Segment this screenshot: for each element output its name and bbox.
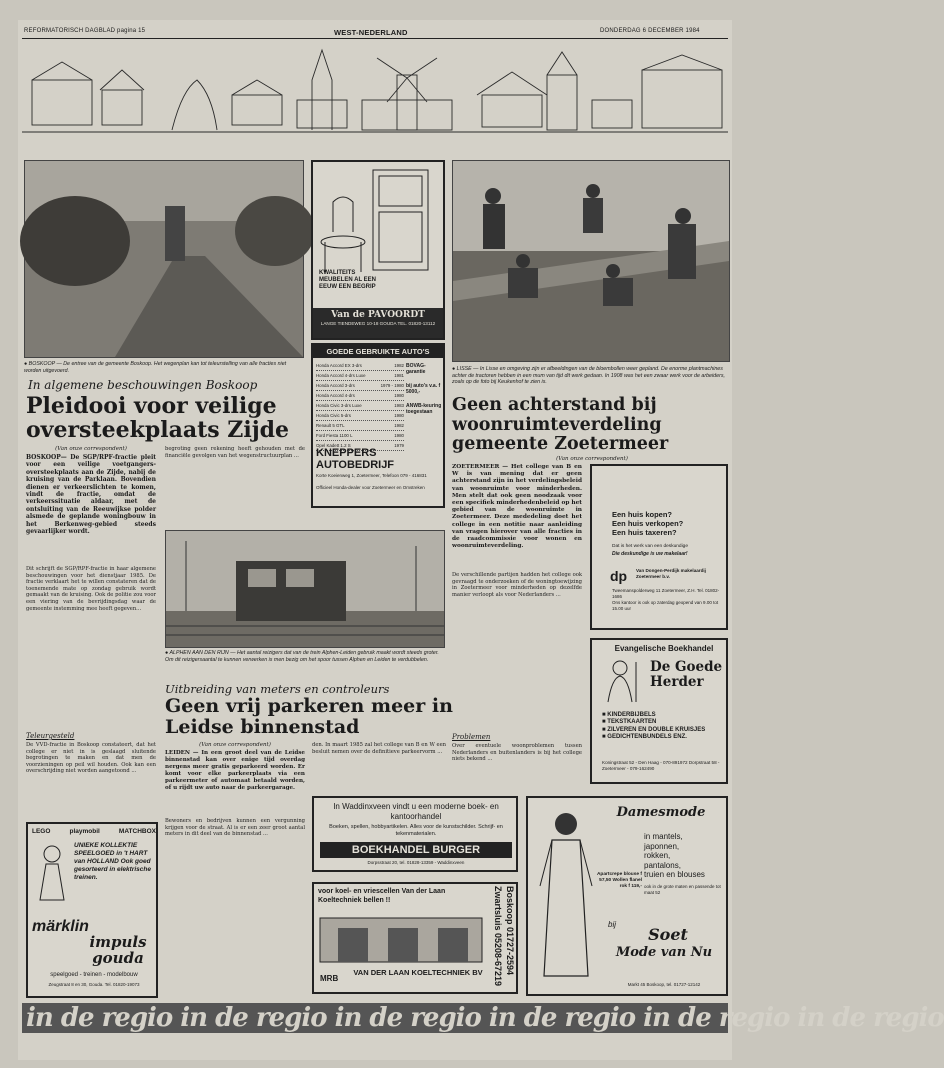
car-year: 1980 xyxy=(394,433,404,438)
burger-name: BOEKHANDEL BURGER xyxy=(320,842,512,858)
car-year: 1979 xyxy=(394,443,404,448)
car-row xyxy=(316,371,404,381)
article1-intertitle: Teleurgesteld xyxy=(26,732,75,740)
article1-body1: Dit schrijft de SGP/RPF-fractie in haar algemene beschouwingen voor het dienstjaar 1985. De fractie verklaart het te willen constateren dat de toenemende mate op zondag gebruik wordt gemaakt van de kruising. Ook de politie zou voor een viering van de bevrijdingsdag waar de gemeente instemming mee heeft gegeven... xyxy=(26,566,156,612)
pavoordt-slogan: KWALITEITS MEUBELEN AL EEN EEUW EEN BEGRIP xyxy=(319,270,377,290)
autos-note: Officieel Honda-dealer voor Zoetermeer en Omstreken xyxy=(316,485,425,490)
dp-tagline: Dat is het werk van een deskundige xyxy=(612,544,688,549)
dp-question: Een huis verkopen? xyxy=(612,519,684,528)
dp-note: Ons kantoor is ook op zaterdag geopend van 9.00 tot 15.00 uur xyxy=(612,600,719,611)
toy-brands xyxy=(32,828,156,835)
impuls-logo: impuls gouda xyxy=(89,933,147,967)
autos-side xyxy=(406,363,442,423)
car-year: 1980 xyxy=(394,393,404,398)
toys-address: Zeugstraat 8 en 30, Gouda. Tel. 01820-19073 xyxy=(48,982,140,987)
burger-text: In Waddinxveen vindt u een moderne boek- en kantoorhandel xyxy=(333,802,499,821)
car-row xyxy=(316,361,404,371)
article2-headline: Geen achterstand bij woonruimteverdeling gemeente Zoetermeer xyxy=(452,395,669,454)
koelcel-illustration xyxy=(318,910,484,964)
photo-alphen-train xyxy=(165,530,445,648)
car-model: Honda Civic 3-drs Luxe xyxy=(316,403,362,408)
mode-van-nu-logo: Mode van Nu xyxy=(615,945,713,960)
toy-brand-logo: MATCHBOX xyxy=(118,828,156,835)
car-year: 1981 xyxy=(394,373,404,378)
pavoordt-name-panel xyxy=(313,308,443,338)
article1-body2: begroting geen rekening heeft gehouden met de financiële gevolgen van het wegenstructuurplan ... xyxy=(165,446,305,459)
header-date: DONDERDAG 6 DECEMBER 1984 xyxy=(600,28,700,34)
article1-lead: BOSKOOP— De SGP/RPF-fractie pleit voor een veilige voetgangers-oversteekplaats aan de Zijde, nabij de kruising van de Parklaan. Bovendien dienen er verkeerslichten te komen, vindt de fractie, omdat de verkeerssituatie aldaar, met de ontsluiting van de Reeuwijkse polder alsmede de geplande woningbouw in het Berkenweg-gebied steeds gevaarlijker wordt. xyxy=(26,454,156,536)
herder-name: De Goede Herder xyxy=(650,659,723,690)
damesmode-item: rokken, xyxy=(644,851,671,860)
panorama-illustration xyxy=(22,40,728,140)
burger-bookshop-ad xyxy=(312,796,518,872)
article3-body2: den. In maart 1985 zal het college van B en W een besluit nemen over de definitieve parkeervorm ... xyxy=(312,742,446,755)
damesmode-price: Apartcrepe blouse f 57,50 Wollen flanel rok f 119,- xyxy=(596,872,642,889)
burger-sub: Boeken, spellen, hobbyartikelen. Alles voor de kunstschilder. Schrijf- en tekenmaterialen. xyxy=(329,824,503,837)
car-model: Honda Accord 3-drs xyxy=(316,383,355,388)
koel-name: VAN DER LAAN KOELTECHNIEK BV xyxy=(353,968,483,977)
autos-list xyxy=(316,361,404,451)
article2-body1: De verschillende partijen hadden het college ook gevraagd te onderzoeken of de woningtoewijzing in Zoetermeer voor minderheden op dezelfde manier verloopt als voor Nederlanders ... xyxy=(452,572,582,598)
car-model: Honda Accord EX 3-drs xyxy=(316,363,362,368)
car-year: 1982 xyxy=(394,423,404,428)
autos-dealer: KNEPPERS AUTOBEDRIJF xyxy=(316,447,395,471)
impuls-toys-ad xyxy=(26,822,158,998)
regio-banner: in de regio in de regio in de regio in de regio in de regio in de regio xyxy=(22,1003,728,1033)
photo-lisse xyxy=(452,160,730,362)
damesmode-item: truien en blouses xyxy=(644,870,705,879)
article1-headline: Pleidooi voor veilige oversteekplaats Zijde xyxy=(26,393,290,444)
dp-question: Een huis kopen? xyxy=(612,510,673,519)
car-row xyxy=(316,391,404,401)
caption-boskoop: ● BOSKOOP — De entree van de gemeente Boskoop. Het wegenplan kan tot teleurstelling van alle fracties niet worden uitgevoerd. xyxy=(24,361,287,374)
herder-heading: Evangelische Boekhandel xyxy=(614,644,714,653)
article1-body3: De VVD-fractie in Boskoop constateert, dat het college er niet in is geslaagd sluitende begrotingen te maken en dat men de voorzieningen op peil wil houden. Ook kan een overschrijding niet worden aangetoond ... xyxy=(26,742,156,775)
article3-body1: Bewoners en bedrijven kunnen een vergunning krijgen voor de straat. Al is er een zeer groot aantal meters in dit deel van de binnenstad ... xyxy=(165,818,305,838)
car-model: Honda Accord 4-drs Luxe xyxy=(316,373,366,378)
autos-side-line: bij auto's v.a. f 5000,- xyxy=(406,383,441,395)
car-year: 1983 xyxy=(394,403,404,408)
pavoordt-name: Van de PAVOORDT xyxy=(331,310,425,320)
damesmode-note: ook in de grote maten en passende tot maat 52 xyxy=(644,884,721,895)
toy-brand-logo: playmobil xyxy=(69,828,100,835)
koeltechniek-ad xyxy=(312,882,518,994)
pavoordt-address: LANGE TIENDEWEG 10-18 GOUDA TEL. 01820-13112 xyxy=(320,320,436,326)
herder-item: ■ KINDERBIJBELS xyxy=(602,712,656,718)
goede-herder-ad xyxy=(590,638,728,784)
car-year: 1979 - 1980 xyxy=(380,383,404,388)
koel-top: voor koel- en vriescellen Van der Laan Koeltechniek bellen !! xyxy=(318,888,446,904)
car-row xyxy=(316,431,404,441)
autos-title: GOEDE GEBRUIKTE AUTO'S xyxy=(313,345,443,358)
dp-firm: Van Dongen-Perdijk makelaardij Zoetermeer b.v. xyxy=(636,568,706,579)
header-left: REFORMATORISCH DAGBLAD pagina 15 xyxy=(24,28,146,34)
header-section: WEST-NEDERLAND xyxy=(334,28,408,37)
car-model: Ford Fiesta 1100 L xyxy=(316,433,353,438)
koel-phones: Boskoop 01727-2594 Zwartsluis 05208-67219 xyxy=(493,886,515,987)
herder-items xyxy=(602,712,726,742)
herder-item: ■ TEKSTKAARTEN xyxy=(602,719,657,726)
autos-side-line: ANWB-keuring toegestaan xyxy=(406,403,442,415)
soet-logo: Soet xyxy=(648,925,688,944)
damesmode-ad xyxy=(526,796,728,996)
car-row xyxy=(316,381,404,391)
koel-logo: MRB xyxy=(320,974,339,983)
child-doll-icon xyxy=(32,842,72,902)
pavoordt-ad xyxy=(311,160,445,340)
damesmode-item: japonnen, xyxy=(644,841,680,851)
herder-item: ■ GEDICHTENBUNDELS ENZ. xyxy=(602,734,687,741)
damesmode-item: pantalons, xyxy=(644,860,681,870)
dp-slogan: Die deskundige is uw makelaar! xyxy=(612,551,688,557)
article3-kicker: Uitbreiding van meters en controleurs xyxy=(165,682,390,696)
article2-intertitle: Problemen xyxy=(452,733,491,741)
car-row xyxy=(316,421,404,431)
toys-tagline: speelgoed - treinen - modelbouw xyxy=(50,972,138,978)
header-rule xyxy=(22,38,728,39)
dp-makelaar-ad xyxy=(590,464,728,630)
dp-question: Een huis taxeren? xyxy=(612,528,677,537)
caption-lisse: ● LISSE — In Lisse en omgeving zijn er afbeeldingen van de bloembollen weer gepland. De enorme plantmachines achter de tractoren hebben in een mum van tijd dit werk gedaan. In 1908 was het een zwaar werk voor de arbeiders, zoals op de foto bij Keukenhof te zien is. xyxy=(452,366,725,385)
shepherd-icon xyxy=(600,658,640,704)
autos-side-line: BOVAG-garantie xyxy=(406,363,426,375)
autos-ad xyxy=(311,343,445,508)
article2-byline: (Van onze correspondent) xyxy=(556,456,628,462)
car-year: 1980 xyxy=(394,413,404,418)
car-model: Opel Kadett 1.2 S xyxy=(316,443,351,448)
herder-item: ■ ZILVEREN EN DOUBLE KRUISJES xyxy=(602,726,706,733)
dp-address: Tweemanspolderweg 11 Zoetermeer, Z.H. Tel. 01802-1686 xyxy=(612,588,720,599)
caption-alphen: ● ALPHEN AAN DEN RIJN — Het aantal reizigers dat van de trein Alphen-Leiden gebruik maakt wordt steeds groter. Om dit reizigersaantal te kunnen verwerken is men bezig om het spoor tussen Alphen en Leiden te verdubbelen. xyxy=(165,650,439,663)
car-model: Honda Accord 4-drs xyxy=(316,393,355,398)
toy-brand-logo: LEGO xyxy=(32,828,51,835)
car-row xyxy=(316,401,404,411)
car-row xyxy=(316,411,404,421)
article3-byline: (Van onze correspondent) xyxy=(199,742,271,748)
article1-kicker: In algemene beschouwingen Boskoop xyxy=(28,378,258,392)
woman-figure-illustration xyxy=(534,806,598,986)
damesmode-address: Markt 45 Boskoop, tel. 01727-12142 xyxy=(627,982,701,987)
toys-headline: UNIEKE KOLLEKTIE SPEELGOED in 't HART van HOLLAND Ook goed gesorteerd in elektrische treinen. xyxy=(74,842,151,881)
article2-body2: Over eventuele woonproblemen tussen Nederlanders en buitenlanders is bij het college niets bekend ... xyxy=(452,743,582,763)
damesmode-items xyxy=(644,832,726,880)
car-model: Honda Civic 5-drs xyxy=(316,413,351,418)
damesmode-title: Damesmode xyxy=(616,805,706,820)
car-model: Renault 5 GTL xyxy=(316,423,345,428)
article3-lead: LEIDEN — In een groot deel van de Leidse binnenstad kan over enige tijd overdag nergens meer gratis geparkeerd worden. Er komt voor elke parkeerplaats via een parkeermeter of automaat betaald worden, of u rijdt uw auto naar de parkeergarage. xyxy=(165,750,305,791)
marklin-logo: märklin xyxy=(32,918,89,935)
herder-address: Koningstraat 52 - Den Haag - 070-891972 Dorpstraat 58 - Zoetermeer - 079-162490 xyxy=(602,760,720,771)
article3-headline: Geen vrij parkeren meer in Leidse binnenstad xyxy=(165,695,453,738)
burger-address: Dorpsstraat 20, tel. 01828-13359 - Waddinxveen xyxy=(367,860,465,865)
damesmode-item: in mantels, xyxy=(644,832,683,841)
article1-byline: (Van onze correspondent) xyxy=(55,446,127,452)
article2-lead: ZOETERMEER — Het college van B en W is van mening dat er geen achterstand zijn in het verdelingsbeleid van woonruimte voor minderheden. Men stelt dat ook geen noodzaak voor een specifiek minderhedenbeleid op het gebied van de woonruimte in Zoetermeer. Deze mededeling doet het college in een notitie naar aanleiding van vragen hierover van alle fracties in de raadcommissie voor wonen en woonruimteverdeling. xyxy=(452,464,582,550)
photo-boskoop xyxy=(24,160,304,358)
dp-questions xyxy=(612,510,722,537)
car-year: 1982 xyxy=(394,363,404,368)
damesmode-bij: bij xyxy=(608,920,617,929)
dp-logo: dp xyxy=(610,568,628,584)
autos-address: Korte Koeienweg 1, Zoetermeer, Telefoon 079 - 416831 xyxy=(316,473,427,478)
